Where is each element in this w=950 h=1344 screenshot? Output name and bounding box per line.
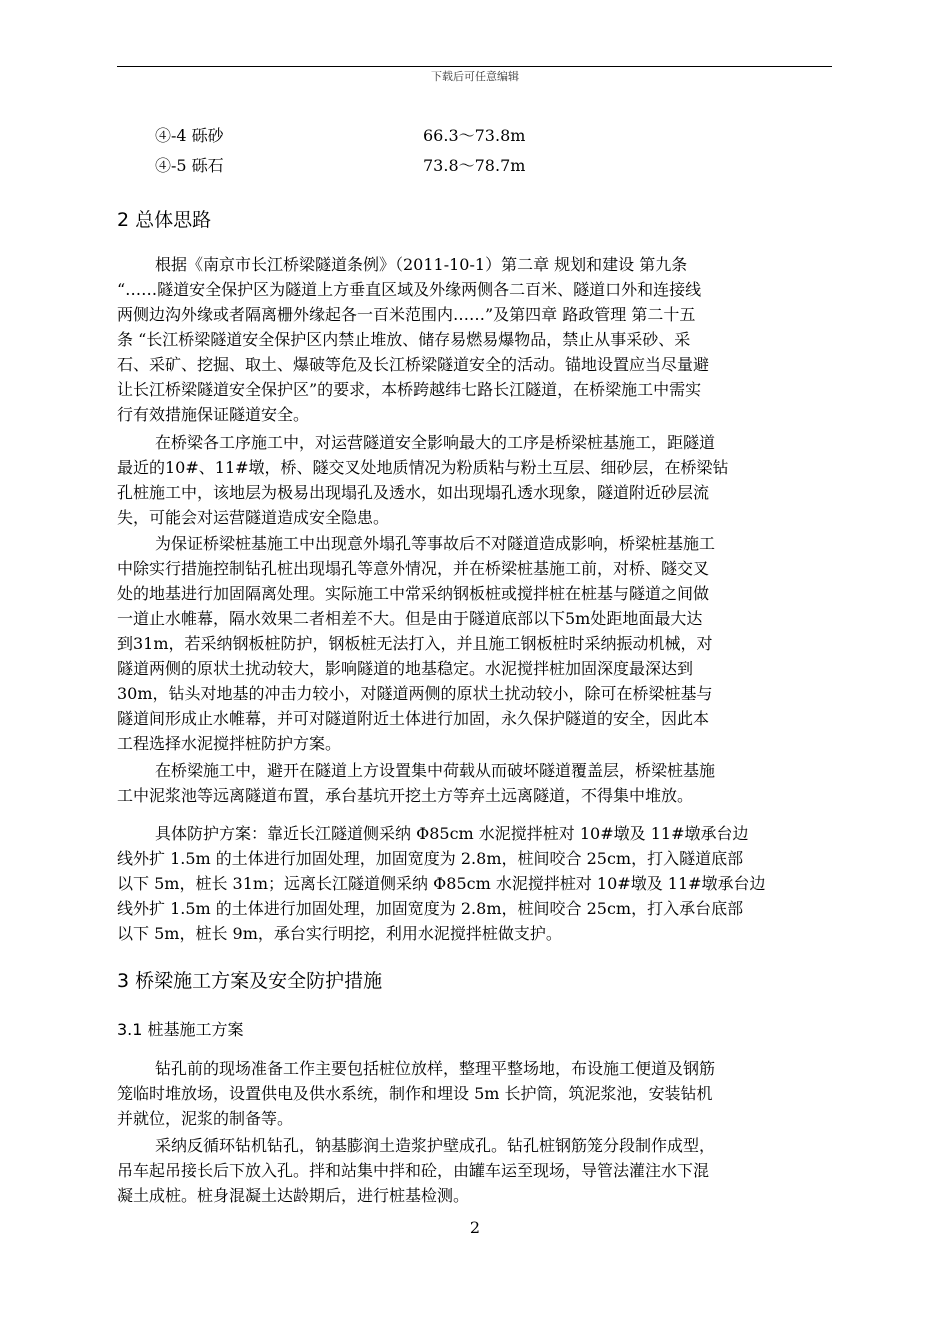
paragraph-line: 在桥梁各工序施工中，对运营隧道安全影响最大的工序是桥梁桩基施工，距隧道 (155, 433, 716, 452)
paragraph (117, 252, 829, 427)
paragraph-line: 线外扩 1.5m 的土体进行加固处理，加固宽度为 2.8m，桩间咬合 25cm，打入承台底部 (117, 899, 744, 918)
page-number: 2 (469, 1218, 481, 1237)
paragraph-line: 处的地基进行加固隔离处理。实际施工中常采纳钢板桩或搅拌桩在桩基与隧道之间做 (117, 584, 710, 603)
soil-layer-name: ④-5 砾石 (155, 156, 224, 175)
paragraph-line: 线外扩 1.5m 的土体进行加固处理，加固宽度为 2.8m，桩间咬合 25cm，打入隧道底部 (117, 849, 744, 868)
paragraph-line: “……隧道安全保护区为隧道上方垂直区域及外缘两侧各二百米、隧道口外和连接线 (117, 280, 702, 299)
paragraph (117, 531, 829, 756)
paragraph-line: 到31m，若采纳钢板桩防护，钢板桩无法打入，并且施工钢板桩时采纳振动机械，对 (117, 634, 713, 653)
paragraph-line: 30m，钻头对地基的冲击力较小，对隧道两侧的原状土扰动较小，除可在桥梁桩基与 (117, 684, 713, 703)
paragraph (117, 430, 829, 530)
paragraph-line: 凝土成桩。桩身混凝土达龄期后，进行桩基检测。 (117, 1186, 470, 1205)
paragraph-line: 在桥梁施工中，避开在隧道上方设置集中荷载从而破坏隧道覆盖层，桥梁桩基施 (155, 761, 716, 780)
soil-layer-range: 73.8～78.7m (423, 156, 526, 175)
section-3-1-heading: 3.1 桩基施工方案 (117, 1020, 244, 1039)
paragraph-line: 让长江桥梁隧道安全保护区”的要求，本桥跨越纬七路长江隧道，在桥梁施工中需实 (117, 380, 702, 399)
soil-layer-name: ④-4 砾砂 (155, 126, 224, 145)
paragraph (117, 1133, 829, 1208)
paragraph-line: 条 “长江桥梁隧道安全保护区内禁止堆放、储存易燃易爆物品，禁止从事采砂、采 (117, 330, 691, 349)
soil-layer-range: 66.3～73.8m (423, 126, 526, 145)
paragraph-line: 行有效措施保证隧道安全。 (117, 405, 310, 424)
section-2-heading: 2 总体思路 (117, 209, 212, 231)
paragraph-line: 具体防护方案：靠近长江隧道侧采纳 Φ85cm 水泥搅拌桩对 10#墩及 11#墩承台边 (155, 824, 749, 843)
paragraph-line: 采纳反循环钻机钻孔，钠基膨润土造浆护壁成孔。钻孔桩钢筋笼分段制作成型， (155, 1136, 716, 1155)
paragraph (117, 1056, 829, 1131)
soil-layer-row (155, 126, 755, 146)
soil-layer-row (155, 156, 755, 176)
paragraph-line: 笼临时堆放场，设置供电及供水系统，制作和埋设 5m 长护筒，筑泥浆池，安装钻机 (117, 1084, 713, 1103)
paragraph-line: 以下 5m，桩长 9m，承台实行明挖，利用水泥搅拌桩做支护。 (117, 924, 562, 943)
paragraph-line: 隧道间形成止水帷幕，并可对隧道附近土体进行加固，永久保护隧道的安全，因此本 (117, 709, 710, 728)
paragraph-line: 工中泥浆池等远离隧道布置，承台基坑开挖土方等弃土远离隧道，不得集中堆放。 (117, 786, 694, 805)
section-3-heading: 3 桥梁施工方案及安全防护措施 (117, 970, 383, 992)
paragraph-line: 中除实行措施控制钻孔桩出现塌孔等意外情况，并在桥梁桩基施工前，对桥、隧交叉 (117, 559, 710, 578)
header-rule (117, 66, 832, 67)
paragraph (117, 758, 829, 808)
paragraph-line: 最近的10#、11#墩，桥、隧交叉处地质情况为粉质粘与粉土互层、细砂层，在桥梁钻 (117, 458, 729, 477)
paragraph-line: 一道止水帷幕，隔水效果二者相差不大。但是由于隧道底部以下5m处距地面最大达 (117, 609, 703, 628)
paragraph-line: 工程选择水泥搅拌桩防护方案。 (117, 734, 342, 753)
paragraph-line: 为保证桥梁桩基施工中出现意外塌孔等事故后不对隧道造成影响，桥梁桩基施工 (155, 534, 716, 553)
paragraph-line: 两侧边沟外缘或者隔离栅外缘起各一百米范围内……”及第四章 路政管理 第二十五 (117, 305, 696, 324)
page-header: 下载后可任意编辑 (431, 70, 519, 83)
paragraph-line: 孔桩施工中，该地层为极易出现塌孔及透水，如出现塌孔透水现象，隧道附近砂层流 (117, 483, 710, 502)
paragraph-line: 钻孔前的现场准备工作主要包括桩位放样，整理平整场地，布设施工便道及钢筋 (155, 1059, 716, 1078)
paragraph-line: 根据《南京市长江桥梁隧道条例》（2011-10-1）第二章 规划和建设 第九条 (155, 255, 688, 274)
paragraph-line: 以下 5m，桩长 31m；远离长江隧道侧采纳 Φ85cm 水泥搅拌桩对 10#墩及 11#墩承台边 (117, 874, 766, 893)
paragraph-line: 并就位，泥浆的制备等。 (117, 1109, 294, 1128)
paragraph-line: 石、采矿、挖掘、取土、爆破等危及长江桥梁隧道安全的活动。锚地设置应当尽量避 (117, 355, 710, 374)
paragraph (117, 821, 829, 946)
paragraph-line: 失，可能会对运营隧道造成安全隐患。 (117, 508, 390, 527)
paragraph-line: 隧道两侧的原状土扰动较大，影响隧道的地基稳定。水泥搅拌桩加固深度最深达到 (117, 659, 694, 678)
paragraph-line: 吊车起吊接长后下放入孔。拌和站集中拌和砼，由罐车运至现场，导管法灌注水下混 (117, 1161, 710, 1180)
